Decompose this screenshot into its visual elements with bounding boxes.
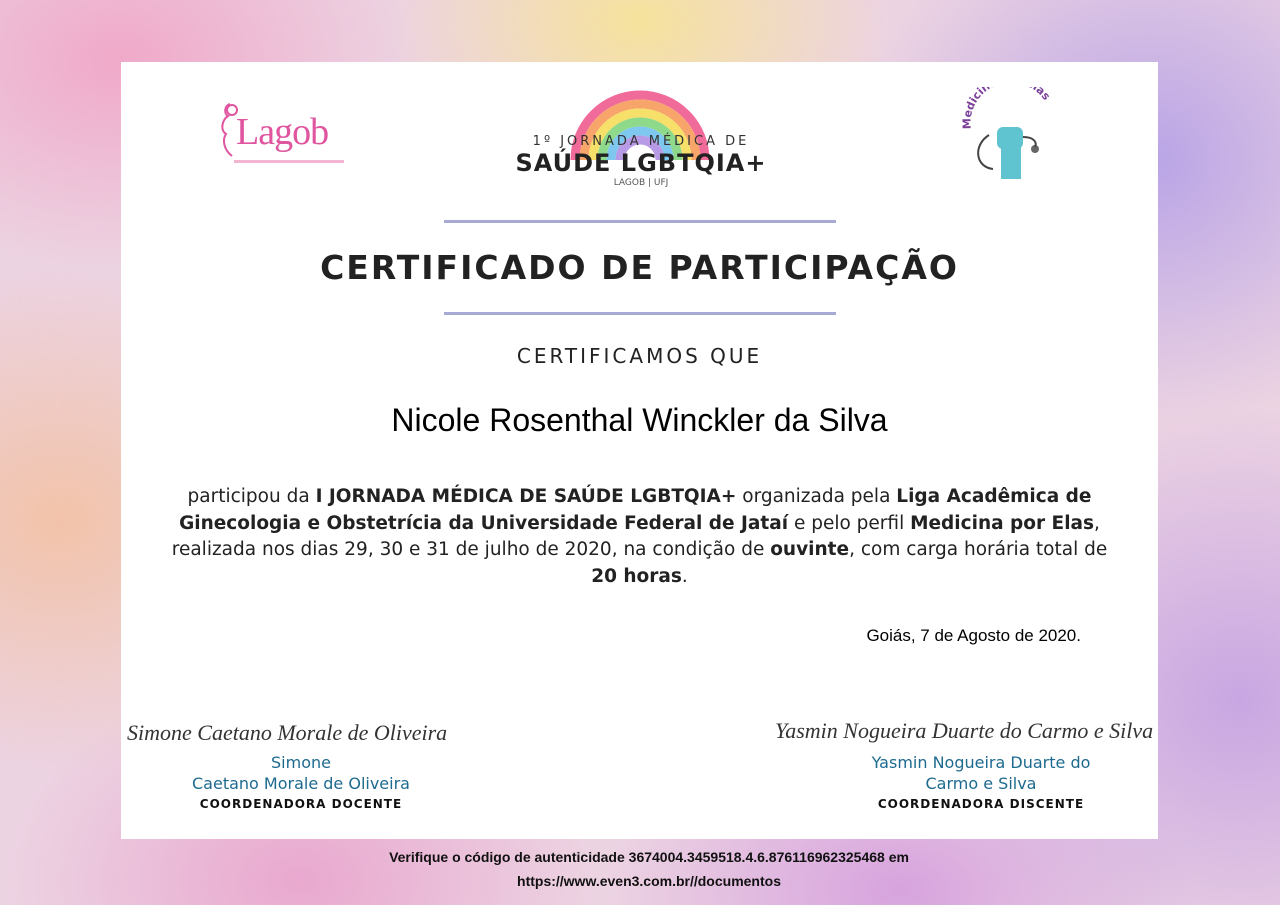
certificate-body	[161, 484, 1118, 590]
signature-left-name	[161, 752, 441, 794]
signature-right-role: COORDENADORA DISCENTE	[877, 797, 1085, 811]
svg-text:Medicina por elas	[960, 87, 1053, 129]
signature-right-name-line1: Yasmin Nogueira Duarte do	[871, 753, 1091, 772]
certificate-subtitle: CERTIFICAMOS QUE	[516, 344, 763, 368]
signature-left-role: COORDENADORA DOCENTE	[199, 797, 403, 811]
title-bottom-rule	[444, 312, 836, 315]
signature-right-name	[821, 752, 1141, 794]
participant-name: Nicole Rosenthal Winckler da Silva	[391, 402, 888, 438]
body-bold-profile: Medicina por Elas	[910, 512, 1095, 534]
jornada-logo-line3: LAGOB | UFJ	[613, 178, 669, 188]
title-top-rule	[444, 220, 836, 223]
medicina-por-elas-logo	[959, 87, 1059, 187]
lagob-logo	[216, 100, 346, 170]
body-text-3: e pelo perfil	[788, 512, 911, 534]
body-bold-condition: ouvinte	[770, 539, 850, 560]
verification-code-text: Verifique o código de autenticidade 3674004.3459518.4.6.876116962325468 em	[389, 849, 909, 865]
signature-right-handwriting: Yasmin Nogueira Duarte do Carmo e Silva	[775, 718, 1154, 743]
body-text-4: , realizada nos dias 29, 30 e 31 de julho de 2020, na condição de	[171, 512, 1100, 560]
raised-fist-stethoscope-icon	[959, 87, 1059, 187]
body-text-1: participou da	[187, 486, 316, 507]
verification-footer	[0, 845, 1280, 893]
signature-left-name-line2: Caetano Morale de Oliveira	[192, 774, 410, 793]
medicina-por-elas-text: Medicin as	[960, 87, 1053, 130]
lagob-logo-text: Lagob	[236, 111, 329, 153]
body-text-6: .	[681, 565, 688, 587]
body-bold-liga: Liga Acadêmica de Ginecologia e Obstetrícia da Universidade Federal de Jataí	[179, 486, 1092, 534]
signature-left-handwriting: Simone Caetano Morale de Oliveira	[127, 720, 448, 745]
jornada-logo	[501, 82, 781, 192]
place-date: Goiás, 7 de Agosto de 2020.	[866, 626, 1081, 645]
body-bold-hours: 20 horas	[591, 565, 682, 587]
certificate-title: CERTIFICADO DE PARTICIPAÇÃO	[320, 248, 959, 287]
jornada-logo-line1: 1º JORNADA MÉDICA DE	[532, 134, 750, 149]
certificate-card	[121, 62, 1158, 839]
signature-left-name-line1: Simone	[271, 753, 331, 772]
body-bold-event: I JORNADA MÉDICA DE SAÚDE LGBTQIA+	[315, 486, 737, 507]
lagob-tagline-bar	[234, 160, 344, 163]
body-text-2: organizada pela	[736, 486, 897, 507]
jornada-logo-line2: SAÚDE LGBTQIA+	[515, 149, 767, 177]
verification-url[interactable]: https://www.even3.com.br//documentos	[517, 873, 781, 889]
body-text-5: , com carga horária total de	[849, 539, 1108, 560]
signature-right-name-line2: Carmo e Silva	[925, 774, 1037, 793]
